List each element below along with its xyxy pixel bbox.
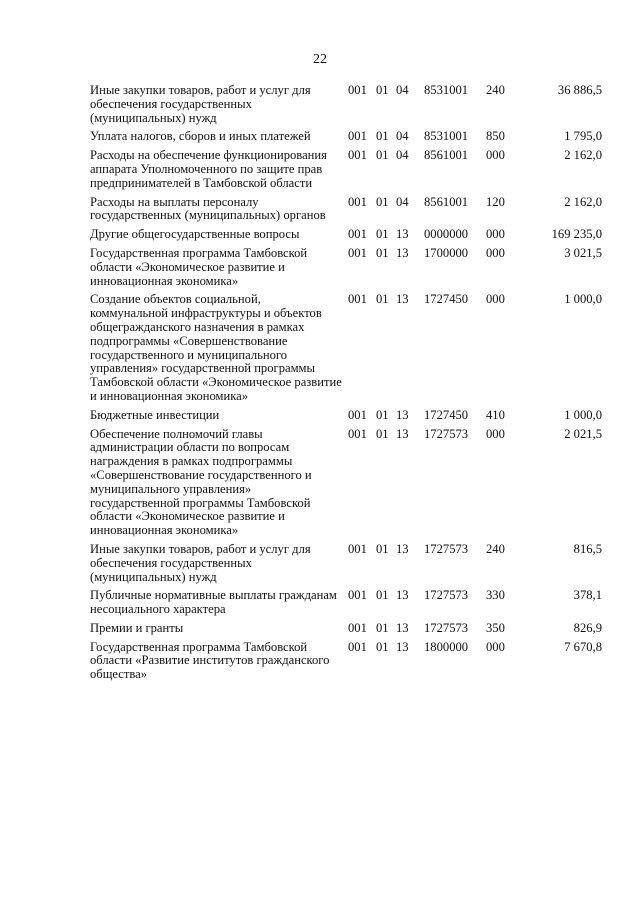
expense-name: Расходы на выплаты персоналу государственных (муниципальных) органов — [90, 194, 326, 223]
table-row — [90, 641, 602, 687]
ministry-code: 001 — [348, 83, 367, 97]
section-code: 01 — [376, 620, 389, 635]
target-article-code: 1727573 — [424, 588, 469, 603]
section-code: 01 — [376, 83, 389, 97]
subsection-code: 13 — [396, 292, 409, 307]
target-article-code: 8561001 — [424, 148, 469, 163]
target-article-code: 0000000 — [424, 227, 469, 242]
target-article-code: 1727573 — [424, 541, 469, 556]
expense-type-code: 410 — [486, 407, 505, 422]
table-row — [90, 149, 602, 195]
subsection-code: 13 — [396, 426, 409, 441]
subsection-code: 13 — [396, 245, 409, 260]
section-code: 01 — [376, 292, 389, 307]
ministry-code: 001 — [348, 292, 367, 307]
ministry-code: 001 — [348, 620, 367, 635]
section-code: 01 — [376, 541, 389, 556]
expense-name: Уплата налогов, сборов и иных платежей — [90, 129, 311, 144]
target-article-code: 1700000 — [424, 245, 469, 260]
target-article-code: 1727573 — [424, 620, 469, 635]
amount: 7 670,8 — [564, 639, 602, 654]
expense-type-code: 000 — [486, 245, 505, 260]
page-number: 22 — [313, 52, 327, 67]
ministry-code: 001 — [348, 426, 367, 441]
section-code: 01 — [376, 227, 389, 242]
subsection-code: 13 — [396, 227, 409, 242]
expense-type-code: 000 — [486, 227, 505, 242]
target-article-code: 8531001 — [424, 83, 469, 97]
expense-type-code: 000 — [486, 639, 505, 654]
section-code: 01 — [376, 639, 389, 654]
subsection-code: 04 — [396, 129, 409, 144]
subsection-code: 13 — [396, 588, 409, 603]
amount: 2 162,0 — [564, 148, 602, 163]
target-article-code: 8561001 — [424, 194, 469, 209]
amount: 1 795,0 — [564, 129, 602, 144]
ministry-code: 001 — [348, 129, 367, 144]
table-row — [90, 293, 602, 408]
expense-name: Премии и гранты — [90, 620, 184, 635]
budget-table — [90, 84, 602, 687]
expense-name: Расходы на обеспечение функционирования аппарата Уполномоченного по защите прав предпринимателей в Тамбовской области — [90, 148, 327, 190]
amount: 2 162,0 — [564, 194, 602, 209]
expense-type-code: 000 — [486, 292, 505, 307]
section-code: 01 — [376, 245, 389, 260]
ministry-code: 001 — [348, 588, 367, 603]
table-row — [90, 247, 602, 293]
expense-type-code: 240 — [486, 541, 505, 556]
expense-type-code: 000 — [486, 426, 505, 441]
table-row — [90, 543, 602, 589]
section-code: 01 — [376, 588, 389, 603]
table-row — [90, 428, 602, 543]
expense-name: Иные закупки товаров, работ и услуг для обеспечения государственных (муниципальных) нужд — [90, 83, 311, 125]
section-code: 01 — [376, 148, 389, 163]
expense-name: Другие общегосударственные вопросы — [90, 227, 300, 242]
target-article-code: 1727573 — [424, 426, 469, 441]
amount: 3 021,5 — [564, 245, 602, 260]
subsection-code: 13 — [396, 639, 409, 654]
amount: 826,9 — [573, 620, 602, 635]
expense-name: Публичные нормативные выплаты гражданам несоциального характера — [90, 588, 337, 617]
section-code: 01 — [376, 129, 389, 144]
amount: 2 021,5 — [564, 426, 602, 441]
expense-name: Государственная программа Тамбовской области «Развитие институтов гражданского общества» — [90, 639, 330, 682]
expense-type-code: 330 — [486, 588, 505, 603]
ministry-code: 001 — [348, 245, 367, 260]
target-article-code: 8531001 — [424, 129, 469, 144]
table-row — [90, 409, 602, 428]
ministry-code: 001 — [348, 194, 367, 209]
expense-name: Создание объектов социальной, коммунальной инфраструктуры и объектов общегражданского назначения в рамках подпрограммы «Совершенствование государственного и муниципального управления» государственной программы Тамбовской области «Экономическое развитие и инновационная экономика» — [90, 292, 342, 403]
expense-name: Государственная программа Тамбовской области «Экономическое развитие и инновационная экономика» — [90, 245, 308, 288]
expense-name: Бюджетные инвестиции — [90, 407, 220, 422]
subsection-code: 04 — [396, 83, 409, 97]
subsection-code: 13 — [396, 407, 409, 422]
expense-type-code: 120 — [486, 194, 505, 209]
table-row — [90, 589, 602, 622]
table-row — [90, 228, 602, 247]
subsection-code: 13 — [396, 620, 409, 635]
amount: 169 235,0 — [551, 227, 602, 242]
expense-type-code: 850 — [486, 129, 505, 144]
budget-rows — [90, 84, 602, 687]
ministry-code: 001 — [348, 639, 367, 654]
table-row — [90, 196, 602, 229]
target-article-code: 1727450 — [424, 407, 469, 422]
expense-name: Иные закупки товаров, работ и услуг для обеспечения государственных (муниципальных) нужд — [90, 541, 311, 584]
table-row — [90, 622, 602, 641]
subsection-code: 13 — [396, 541, 409, 556]
expense-type-code: 350 — [486, 620, 505, 635]
amount: 1 000,0 — [564, 292, 602, 307]
amount: 1 000,0 — [564, 407, 602, 422]
target-article-code: 1800000 — [424, 639, 469, 654]
subsection-code: 04 — [396, 148, 409, 163]
amount: 378,1 — [573, 588, 602, 603]
ministry-code: 001 — [348, 227, 367, 242]
amount: 36 886,5 — [557, 83, 602, 97]
amount: 816,5 — [573, 541, 602, 556]
expense-type-code: 000 — [486, 148, 505, 163]
section-code: 01 — [376, 194, 389, 209]
table-row — [90, 130, 602, 149]
target-article-code: 1727450 — [424, 292, 469, 307]
section-code: 01 — [376, 407, 389, 422]
subsection-code: 04 — [396, 194, 409, 209]
ministry-code: 001 — [348, 541, 367, 556]
ministry-code: 001 — [348, 148, 367, 163]
ministry-code: 001 — [348, 407, 367, 422]
table-row — [90, 84, 602, 130]
section-code: 01 — [376, 426, 389, 441]
expense-name: Обеспечение полномочий главы администрации области по вопросам награждения в рамках подпрограммы «Совершенствование государственного и муниципального управления» государственной программы Тамбовской области «Экономическое развитие и инновационная экономика» — [90, 426, 312, 538]
expense-type-code: 240 — [486, 83, 505, 97]
